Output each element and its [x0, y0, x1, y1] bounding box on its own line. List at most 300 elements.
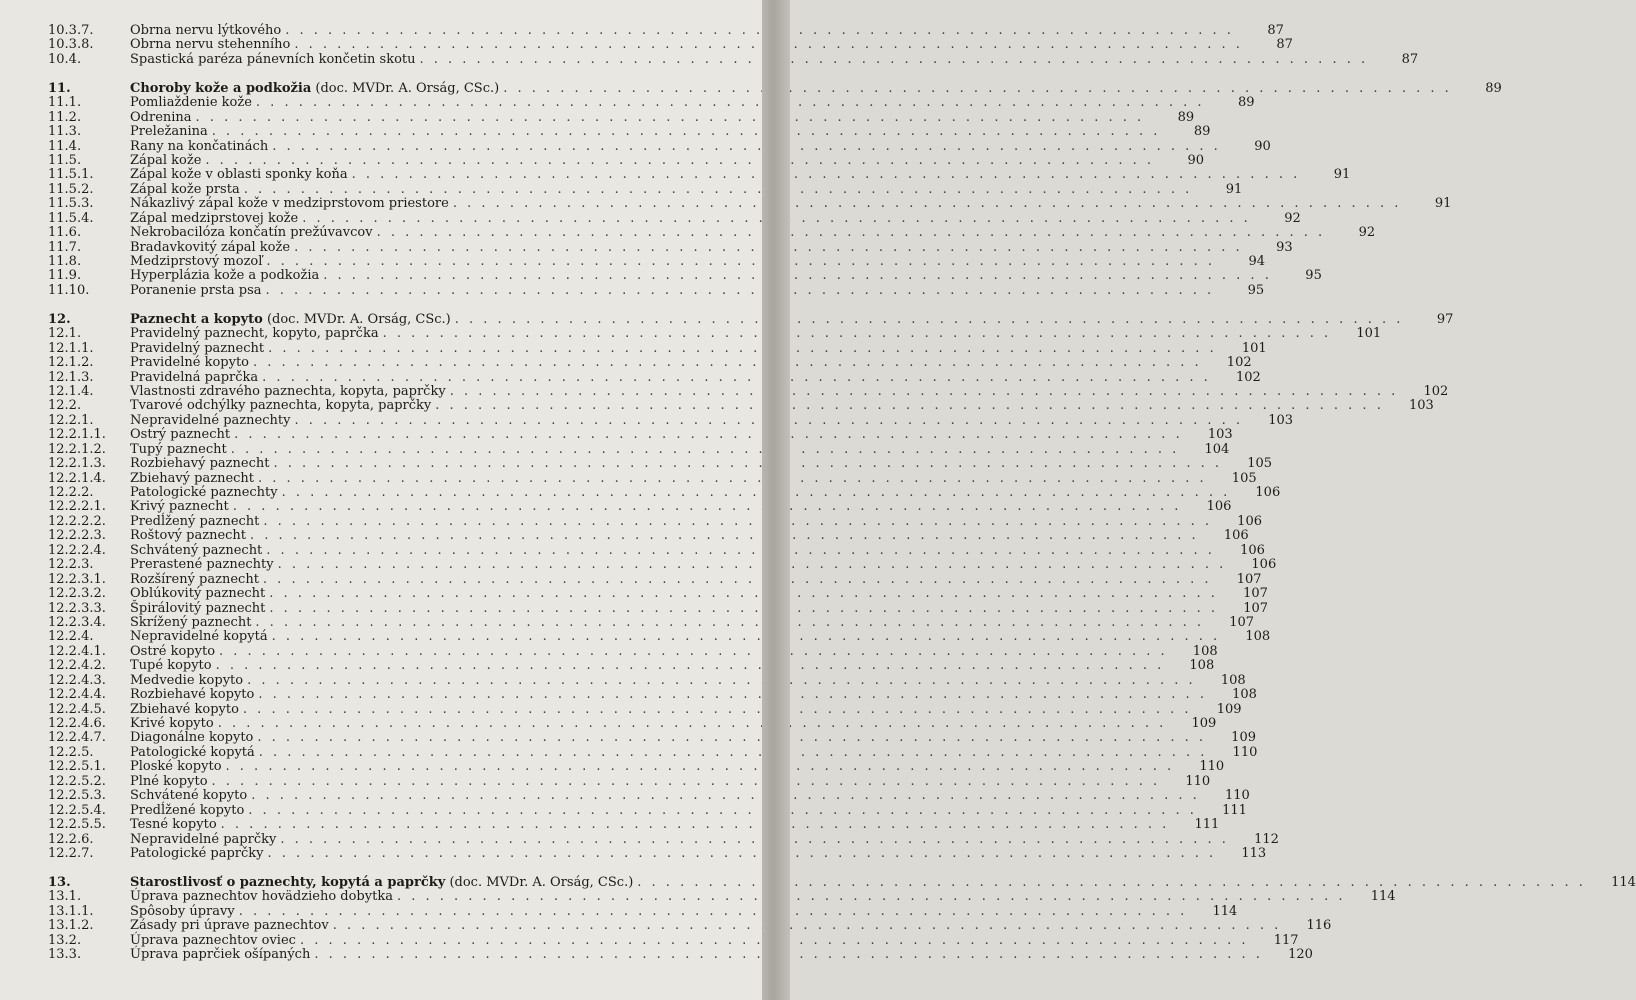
page-number: 116 [1306, 918, 1332, 934]
dot-leader [255, 616, 1204, 630]
section-title-wrap [130, 573, 259, 587]
section-title-wrap [130, 313, 451, 327]
page-number: 89 [1237, 95, 1255, 111]
dot-leader [221, 818, 1170, 832]
section-number: 12.2.3.2. [48, 586, 106, 602]
toc-entry [44, 152, 1205, 168]
section-title-wrap [130, 602, 265, 616]
page-number: 105 [1247, 456, 1273, 472]
section-title-wrap [130, 356, 249, 370]
page-number: 101 [1241, 340, 1267, 356]
section-title: Tupé kopyto [130, 658, 212, 674]
toc-entry [44, 456, 1273, 472]
toc-entry [44, 124, 1211, 140]
section-title: Roštový paznecht [130, 528, 247, 544]
section-number: 12.2.2.2. [48, 513, 106, 529]
section-title-wrap [130, 255, 262, 269]
page-number: 112 [1254, 831, 1279, 847]
section-title: Ploské kopyto [130, 759, 222, 775]
dot-leader [266, 544, 1215, 558]
toc-entry [44, 427, 1233, 443]
dot-leader [258, 688, 1207, 702]
section-number: 12.2.4.7. [48, 730, 106, 746]
dot-leader [272, 140, 1221, 154]
page-number: 87 [1401, 51, 1419, 67]
section-title: Pravidelná paprčka [130, 369, 259, 385]
page-number: 89 [1193, 124, 1211, 140]
section-number: 11.5. [48, 152, 82, 168]
page-number: 87 [1276, 37, 1293, 53]
toc-entry [44, 499, 1232, 515]
dot-leader [397, 890, 1346, 904]
toc-entry [44, 441, 1230, 457]
dot-leader [212, 125, 1161, 139]
section-number: 12.2.4. [48, 629, 94, 645]
dot-leader [256, 96, 1205, 110]
section-title: Patologické paprčky [130, 845, 264, 861]
section-title-wrap [130, 140, 268, 154]
toc-entry [44, 788, 1250, 804]
toc-entry [44, 470, 1257, 486]
page-number: 110 [1224, 788, 1250, 804]
section-number: 11.4. [48, 138, 82, 154]
table-of-contents [44, 23, 1636, 962]
toc-entry [44, 282, 1265, 298]
section-number: 12.2.4.6. [48, 716, 106, 731]
toc-entry [44, 759, 1225, 775]
section-title-wrap [130, 500, 229, 514]
section-title-wrap [130, 847, 264, 861]
section-number: 11.10. [48, 282, 90, 298]
dot-leader [248, 804, 1197, 818]
section-title: Patologické paznechty [130, 485, 278, 500]
page-number: 106 [1206, 499, 1232, 515]
page-number: 92 [1358, 225, 1376, 241]
dot-leader [258, 472, 1207, 486]
section-title: Nepravidelné kopytá [130, 629, 268, 645]
toc-entry [44, 181, 1243, 197]
section-title-wrap [130, 24, 281, 38]
dot-leader [352, 168, 1301, 182]
section-number: 12.2.5.5. [48, 817, 106, 833]
dot-leader [226, 760, 1175, 774]
section-title: Nekrobacilóza končatín prežúvavcov [130, 225, 373, 241]
toc-entry [44, 398, 1434, 414]
toc-entry [44, 51, 1419, 67]
section-number: 13.1.2. [48, 918, 94, 934]
page-edge [762, 0, 790, 1000]
section-number: 10.3.7. [48, 23, 94, 38]
toc-entry [44, 802, 1247, 818]
page-number: 102 [1226, 355, 1252, 371]
toc-entry [44, 571, 1262, 587]
section-number: 11.5.3. [48, 196, 94, 212]
page-number: 111 [1194, 817, 1220, 833]
dot-leader [333, 919, 1282, 933]
section-title: Ostrý paznecht [130, 427, 231, 443]
section-title-wrap [130, 919, 329, 933]
section-number: 12.2.3.4. [48, 614, 106, 630]
section-number: 11.7. [48, 239, 82, 255]
section-author: (doc. MVDr. A. Orság, CSc.) [311, 80, 500, 96]
section-title-wrap [130, 515, 259, 529]
section-title-wrap [130, 529, 246, 543]
section-title-wrap [130, 428, 230, 442]
section-number: 12.2.7. [48, 845, 94, 861]
section-title: Preležanina [130, 124, 208, 140]
section-title: Medziprstový mozoľ [130, 254, 263, 269]
toc-entry [44, 254, 1266, 269]
page-number: 89 [1177, 109, 1195, 125]
section-title-wrap [130, 948, 310, 962]
section-title-wrap [130, 53, 416, 67]
page-number: 107 [1243, 586, 1268, 602]
page-number: 113 [1241, 845, 1267, 861]
page-number: 106 [1237, 513, 1262, 529]
section-number: 12.1.3. [48, 369, 94, 385]
page-number: 95 [1247, 282, 1265, 298]
toc-entry [44, 340, 1267, 356]
dot-leader [234, 428, 1183, 442]
page-number: 90 [1254, 138, 1271, 154]
section-title: Prerastené paznechty [130, 557, 274, 573]
dot-leader [503, 82, 1452, 96]
section-title: Predĺžený paznecht [130, 513, 260, 529]
toc-entry [44, 701, 1242, 717]
section-title-wrap [130, 703, 239, 717]
dot-leader [280, 833, 1229, 847]
section-number: 12.2.1.2. [48, 441, 106, 457]
section-title: Poranenie prsta psa [130, 282, 262, 298]
section-title: Skrížený paznecht [130, 614, 252, 630]
toc-entry [44, 138, 1271, 154]
section-title-wrap [130, 688, 254, 702]
section-title: Schvátené kopyto [130, 788, 248, 804]
dot-leader [268, 342, 1217, 356]
page-number: 101 [1356, 326, 1382, 342]
toc-entry [44, 557, 1277, 573]
section-title: Choroby kože a podkožia [130, 80, 312, 96]
section-number: 12.2.2.4. [48, 542, 106, 558]
page-number: 102 [1235, 369, 1261, 385]
page-number: 111 [1222, 802, 1247, 818]
section-number: 12.2.3.1. [48, 571, 106, 587]
section-title: Starostlivosť o paznechty, kopytá a paprčky [130, 874, 446, 890]
page-number: 110 [1185, 773, 1211, 789]
section-title-wrap [130, 616, 251, 630]
section-title: Vlastnosti zdravého paznechta, kopyta, paprčky [130, 383, 446, 399]
page-number: 114 [1611, 874, 1636, 890]
section-title-wrap [130, 168, 348, 182]
section-title-wrap [130, 486, 278, 500]
dot-leader [282, 486, 1231, 500]
section-gap [44, 298, 744, 312]
dot-leader [263, 515, 1212, 529]
dot-leader [244, 183, 1193, 197]
page-number: 106 [1251, 557, 1277, 573]
section-number: 12.2.2.1. [48, 499, 106, 515]
page-number: 103 [1268, 412, 1294, 428]
section-title-wrap [130, 183, 240, 197]
section-number: 13.1.1. [48, 903, 94, 919]
section-title: Krivé kopyto [130, 716, 214, 731]
section-number: 12.1.2. [48, 355, 94, 371]
section-title-wrap [130, 125, 208, 139]
toc-entry [44, 744, 1258, 760]
page-number: 109 [1216, 701, 1242, 717]
section-number: 12.1.1. [48, 340, 94, 356]
section-title: Obrna nervu stehenního [130, 37, 291, 53]
section-title: Oblúkovitý paznecht [130, 586, 266, 602]
page-number: 92 [1284, 210, 1301, 226]
dot-leader [239, 905, 1188, 919]
page-number: 114 [1370, 889, 1396, 905]
section-title-wrap [130, 226, 373, 240]
dot-leader [259, 746, 1208, 760]
section-author: (doc. MVDr. A. Orság, CSc.) [262, 311, 451, 327]
toc-entry [44, 355, 1252, 371]
section-title: Plné kopyto [130, 773, 208, 789]
section-number: 12.2.6. [48, 831, 94, 847]
section-title-wrap [130, 818, 217, 832]
toc-entry [44, 37, 1293, 53]
section-number: 12.2.4.4. [48, 687, 106, 703]
section-number: 11.3. [48, 124, 82, 140]
page-number: 90 [1187, 152, 1205, 168]
section-title: Patologické kopytá [130, 744, 255, 760]
section-title-wrap [130, 457, 269, 471]
section-title: Ostré kopyto [130, 643, 216, 659]
toc-entry [44, 513, 1262, 529]
section-title: Rozbiehavé kopyto [130, 687, 255, 703]
page-number: 109 [1191, 716, 1217, 731]
section-title-wrap [130, 269, 319, 283]
dot-leader [455, 313, 1404, 327]
section-number: 11.5.2. [48, 181, 94, 197]
dot-leader [196, 111, 1145, 125]
page-number: 93 [1276, 239, 1293, 255]
section-number: 11.6. [48, 225, 82, 241]
section-title: Rozšírený paznecht [130, 571, 259, 587]
toc-entry [44, 369, 1261, 385]
section-title: Nepravidelné paznechty [130, 412, 291, 428]
section-title-wrap [130, 558, 274, 572]
toc-entry [44, 730, 1256, 746]
section-title-wrap [130, 38, 290, 52]
toc-entry [44, 600, 1269, 616]
section-title: Rany na končatinách [130, 138, 269, 154]
page-number: 95 [1305, 268, 1322, 284]
toc-entry [44, 268, 1322, 284]
section-title: Nepravidelné paprčky [130, 831, 277, 847]
section-number: 13.3. [48, 947, 82, 962]
section-title: Zápal medziprstovej kože [130, 210, 299, 226]
page-number: 104 [1204, 441, 1230, 457]
page-number: 117 [1273, 932, 1299, 948]
section-number: 12.2.3.3. [48, 600, 106, 616]
section-number: 13.1. [48, 889, 82, 905]
page-number: 105 [1231, 470, 1257, 486]
section-title-wrap [130, 630, 268, 644]
dot-leader [269, 602, 1218, 616]
section-title: Zápal kože v oblasti sponky koňa [130, 167, 348, 183]
section-title-wrap [130, 82, 499, 96]
section-title: Nákazlivý zápal kože v medziprstovom priestore [130, 196, 449, 212]
dot-leader [420, 53, 1369, 67]
page-number: 110 [1199, 759, 1225, 775]
toc-entry [44, 817, 1220, 833]
section-number: 12.2.2. [48, 485, 94, 500]
section-title-wrap [130, 587, 265, 601]
section-title-wrap [130, 327, 379, 341]
toc-entry [44, 658, 1215, 674]
dot-leader [269, 587, 1218, 601]
dot-leader [268, 847, 1217, 861]
section-title: Paznecht a kopyto [130, 311, 263, 327]
section-title: Schvátený paznecht [130, 542, 263, 558]
section-title: Bradavkovitý zápal kože [130, 239, 291, 255]
dot-leader [231, 443, 1180, 457]
section-title-wrap [130, 789, 247, 803]
page-number: 91 [1225, 181, 1243, 197]
section-title-wrap [130, 241, 290, 255]
page-number: 89 [1485, 80, 1502, 96]
toc-entry [44, 167, 1351, 183]
section-title-wrap [130, 544, 262, 558]
dot-leader [247, 674, 1196, 688]
page-number: 94 [1248, 254, 1266, 269]
section-title-wrap [130, 154, 201, 168]
dot-leader [323, 269, 1272, 283]
section-title-wrap [130, 659, 212, 673]
dot-leader [205, 154, 1154, 168]
section-number: 12.2.5. [48, 744, 94, 760]
section-number: 13. [48, 874, 71, 890]
section-title-wrap [130, 760, 222, 774]
page-number: 107 [1236, 571, 1262, 587]
section-title-wrap [130, 414, 290, 428]
section-title: Úprava paznechtov oviec [130, 932, 296, 948]
dot-leader [263, 573, 1212, 587]
section-title-wrap [130, 212, 298, 226]
page-number: 114 [1212, 903, 1238, 919]
section-title-wrap [130, 731, 253, 745]
section-title: Tupý paznecht [130, 441, 227, 457]
section-number: 12.2.1. [48, 412, 94, 428]
section-title: Diagonálne kopyto [130, 730, 254, 746]
section-title-wrap [130, 371, 258, 385]
section-number: 12.2.4.3. [48, 672, 106, 688]
section-number: 13.2. [48, 932, 82, 948]
section-title: Rozbiehavý paznecht [130, 456, 270, 472]
section-title-wrap [130, 890, 393, 904]
section-number: 11.5.4. [48, 210, 94, 226]
toc-entry [44, 773, 1211, 789]
section-author: (doc. MVDr. A. Orság, CSc.) [445, 874, 634, 890]
toc-entry [44, 672, 1246, 688]
section-number: 12.2.1.4. [48, 470, 106, 486]
dot-leader [219, 645, 1168, 659]
toc-entry [44, 95, 1255, 111]
section-title-wrap [130, 342, 264, 356]
section-title-wrap [130, 443, 227, 457]
page-number: 103 [1207, 427, 1233, 443]
section-title-wrap [130, 111, 192, 125]
section-title: Spastická paréza pánevních končetin skotu [130, 51, 416, 67]
section-number: 10.3.8. [48, 37, 94, 53]
section-number: 12. [48, 311, 71, 327]
section-title: Úprava paprčiek ošípaných [130, 947, 311, 962]
section-title: Odrenina [130, 109, 192, 125]
dot-leader [250, 529, 1199, 543]
page-number: 108 [1245, 629, 1271, 645]
dot-leader [216, 659, 1165, 673]
dot-leader [266, 284, 1215, 298]
section-number: 11.1. [48, 95, 82, 111]
toc-entry [44, 643, 1218, 659]
section-number: 12.2.5.1. [48, 759, 106, 775]
section-number: 12.2.1.1. [48, 427, 106, 443]
toc-entry [44, 225, 1376, 241]
section-title: Obrna nervu lýtkového [130, 23, 282, 38]
section-title-wrap [130, 804, 244, 818]
section-number: 12.2.4.5. [48, 701, 106, 717]
page-number: 91 [1434, 196, 1452, 212]
dot-leader [450, 385, 1399, 399]
section-number: 12.2.2.3. [48, 528, 106, 544]
dot-leader [278, 558, 1227, 572]
section-title: Medvedie kopyto [130, 672, 244, 688]
section-title-wrap [130, 284, 262, 298]
toc-entry [44, 903, 1238, 919]
section-title: Krivý paznecht [130, 499, 229, 515]
section-title: Predĺžené kopyto [130, 802, 245, 818]
toc-chapter-entry [44, 311, 1454, 327]
dot-leader [262, 371, 1211, 385]
toc-entry [44, 528, 1249, 544]
section-number: 12.2.1.3. [48, 456, 106, 472]
section-number: 12.2. [48, 398, 82, 414]
page-number: 108 [1220, 672, 1246, 688]
dot-leader [233, 500, 1182, 514]
page-number: 97 [1436, 311, 1454, 327]
page-number: 106 [1240, 542, 1265, 558]
section-title: Zásady pri úprave paznechtov [130, 918, 329, 934]
page-number: 107 [1243, 600, 1269, 616]
toc-entry [44, 210, 1301, 226]
page-number: 103 [1409, 398, 1434, 414]
page-number: 120 [1288, 947, 1313, 962]
toc-entry [44, 932, 1299, 948]
toc-entry [44, 716, 1217, 731]
section-title: Pravidelný paznecht [130, 340, 265, 356]
dot-leader [285, 24, 1234, 38]
section-number: 12.2.5.4. [48, 802, 106, 818]
dot-leader [273, 457, 1222, 471]
toc-entry [44, 918, 1332, 934]
page-number: 87 [1267, 23, 1284, 38]
section-title: Zbiehavé kopyto [130, 701, 239, 717]
dot-leader [253, 356, 1202, 370]
toc-entry [44, 831, 1279, 847]
dot-leader [218, 717, 1167, 731]
section-title-wrap [130, 833, 276, 847]
toc-entry [44, 485, 1281, 500]
dot-leader [243, 703, 1192, 717]
page-number: 108 [1189, 658, 1215, 674]
section-title-wrap [130, 197, 449, 211]
toc-entry [44, 326, 1382, 342]
